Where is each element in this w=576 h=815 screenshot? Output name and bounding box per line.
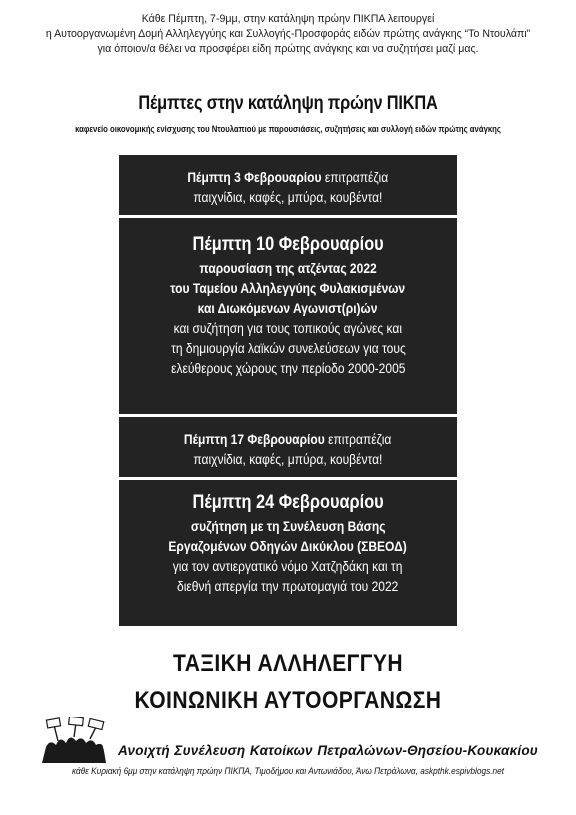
organization-name: Ανοιχτή Συνέλευση Κατοίκων Πετραλώνων-Θησείου-Κουκακίου — [118, 743, 538, 758]
event-feb-10 — [119, 232, 457, 378]
event-description-line: παιχνίδια, καφές, μπύρα, κουβέντα! — [193, 189, 383, 205]
event-title-line: Εργαζομένων Οδηγών Δικύκλου (ΣΒΕΟΔ) — [168, 538, 408, 554]
subheadline: καφενείο οικονομικής ενίσχυσης του Ντουλαπιού με παρουσιάσεις, συζητήσεις και συλλογή ειδών πρώτης ανάγκης — [75, 124, 501, 134]
event-feb-17 — [119, 429, 457, 469]
event-description-line: και συζήτηση για τους τοπικούς αγώνες και — [173, 320, 403, 336]
headline: Πέμπτες στην κατάληψη πρώην ΠΙΚΠΑ — [138, 93, 438, 114]
event-description-line: διεθνή απεργία την πρωτομαγιά του 2022 — [177, 578, 399, 594]
event-title-line: συζήτηση με τη Συνέλευση Βάσης — [190, 518, 386, 534]
divider — [119, 414, 457, 417]
event-description: επιτραπέζια — [328, 431, 392, 447]
intro-line-2: η Αυτοοργανωμένη Δομή Αλληλεγγύης και Συλλογής-Προσφοράς ειδών πρώτης ανάγκης “Το Ντουλάπι” — [45, 28, 531, 40]
divider — [119, 215, 457, 218]
slogan-line-2: ΚΟΙΝΩΝΙΚΗ ΑΥΤΟΟΡΓΑΝΩΣΗ — [134, 687, 442, 714]
intro-line-3: για όποιον/α θέλει να προσφέρει είδη πρώτης ανάγκης και να συζητήσει μαζί μας. — [97, 43, 479, 55]
event-description: επιτραπέζια — [325, 169, 389, 185]
event-feb-24 — [119, 490, 457, 596]
divider — [119, 477, 457, 480]
event-date: Πέμπτη 10 Φεβρουαρίου — [192, 234, 384, 255]
slogan-line-1: ΤΑΞΙΚΗ ΑΛΛΗΛΕΓΓΥΗ — [173, 650, 403, 677]
event-feb-3 — [119, 167, 457, 207]
event-date: Πέμπτη 3 Φεβρουαρίου — [187, 169, 322, 185]
event-description-line: για τον αντιεργατικό νόμο Χατζηδάκη και τη — [173, 558, 403, 574]
event-description-line: παιχνίδια, καφές, μπύρα, κουβέντα! — [193, 451, 383, 467]
footer-meeting-info: κάθε Κυριακή 6μμ στην κατάληψη πρώην ΠΙΚΠΑ, Τιμοδήμου και Αντωνιάδου, Άνω Πετράλωνα, askpthk.espivblogs.net — [71, 766, 505, 776]
intro-line-1: Κάθε Πέμπτη, 7-9μμ, στην κατάληψη πρώην ΠΙΚΠΑ λειτουργεί — [141, 13, 435, 25]
event-date: Πέμπτη 24 Φεβρουαρίου — [192, 492, 384, 513]
intro-text — [0, 12, 576, 57]
event-title-line: παρουσίαση της ατζέντας 2022 — [199, 260, 377, 276]
event-date: Πέμπτη 17 Φεβρουαρίου — [184, 431, 326, 447]
events-panel — [119, 155, 457, 626]
event-description-line: τη δημιουργία λαϊκών συνελεύσεων για τους — [170, 340, 406, 356]
event-description-line: ελεύθερους χώρους την περίοδο 2000-2005 — [170, 360, 406, 376]
crowd-with-banners-logo — [40, 717, 130, 765]
event-title-line: και Διωκόμενων Αγωνιστ(ρι)ών — [198, 300, 378, 316]
event-title-line: του Ταμείου Αλληλεγγύης Φυλακισμένων — [170, 280, 406, 296]
